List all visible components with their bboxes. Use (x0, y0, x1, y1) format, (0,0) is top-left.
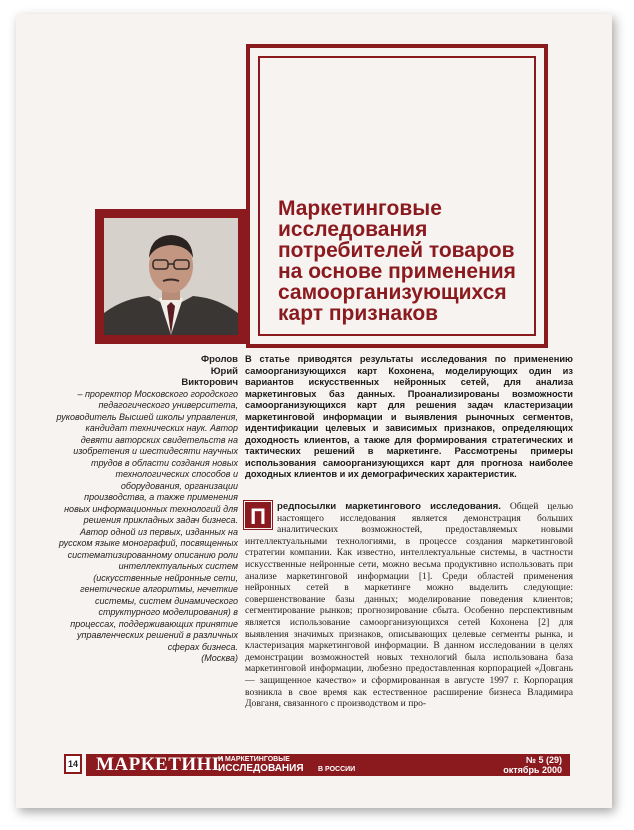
article-lead: В статье приводятся результаты исследования по применению самоорганизующихся карт Кохонена, моделирующих один из вариантов искусственных нейронных сетей, для анализа маркетинговых баз данных. Проанализированы возможности самоорганизующихся карт для решения задач кластеризации маркетинговой информации и выявления рыночных сегментов, идентификации целевых и зависимых признаков, определяющих доходность клиентов, а также для формирования стратегических и тактических решений в маркетинге. Рассмотрены примеры использования самоорганизующихся карт для прогноза наиболее доходных клиентов и их демографических характеристик. (245, 354, 573, 479)
body-heading: редпосылки маркетингового исследования. (277, 501, 501, 512)
footer-brand-bar (86, 754, 570, 776)
title-frame (246, 44, 548, 348)
author-portrait-image (104, 218, 238, 335)
page-footer (64, 754, 570, 776)
author-photo (104, 218, 238, 335)
author-patronymic: Викторович (181, 377, 238, 388)
magazine-page (16, 14, 612, 808)
brand-subtitle-1: И МАРКЕТИНГОВЫЕ (218, 756, 290, 763)
article-title: Маркетинговые исследования потребителей товаров на основе применения самоорганизующихся карт признаков (278, 197, 516, 325)
brand-subtitle-3: В РОССИИ (318, 766, 356, 773)
author-column (56, 354, 238, 665)
issue-number: № 5 (29) (525, 755, 562, 765)
author-surname: Фролов (200, 354, 238, 365)
author-first-name: Юрий (210, 365, 238, 377)
brand-title: МАРКЕТИНГ (96, 754, 225, 775)
author-city: (Москва) (201, 653, 238, 663)
issue-info (503, 755, 562, 775)
page-number: 14 (64, 754, 82, 774)
drop-cap: П (245, 502, 271, 528)
author-photo-frame (95, 209, 247, 344)
article-body (245, 501, 573, 710)
author-bio: – проректор Московского городского педагогического университета, руководитель Высшей школы управления, кандидат технических наук. Автор девяти авторских свидетельств на изобретения и шестидесяти научных трудов в области создания новых технологических способов и оборудования, организации производства, а также применения новых информационных технологий для решения прикладных задач бизнеса. Автор одной из первых, изданных на русском языке монографий, посвященных систематизированному описанию роли интеллектуальных систем (искусственные нейронные сети, генетические алгоритмы, нечеткие системы, систем динамического структурного моделирования) в процессах, поддерживающих принятие управленческих решений в различных сферах бизнеса. (56, 388, 238, 652)
issue-date: октябрь 2000 (503, 765, 562, 775)
brand-subtitle-2: ИССЛЕДОВАНИЯ (218, 763, 304, 774)
body-paragraph: Общей целью настоящего исследования является демонстрация больших аналитических возможностей, предоставляемых новыми интеллектуальными технологиями, в процессе создания маркетинговой стратегии компании. Как известно, интеллектуальные системы, в частности искусственные нейронные сети, можно весьма продуктивно использовать при анализе маркетинговой информации [1]. Среди областей применения нейронных сетей в маркетинге можно выделить следующие: совершенствование базы данных; моделирование поведения клиентов; сегментирование рынков; прогнозирование сбыта. Особенно перспективным является использование самоорганизующихся сетей Кохонена [2] для выявления значимых признаков, описывающих целевые сегменты рынка, и кластеризация маркетинговой информации. В данном исследовании в целях демонстрации возможностей новых технологий была использована база маркетинговой информации, любезно предоставленная корпорацией «Довгань — защищенное качество» и сформированная в августе 1997 г. Корпорация возникла в свое время как естественное расширение бизнеса Владимира Довганя, связанного с производством и про- (245, 501, 573, 710)
